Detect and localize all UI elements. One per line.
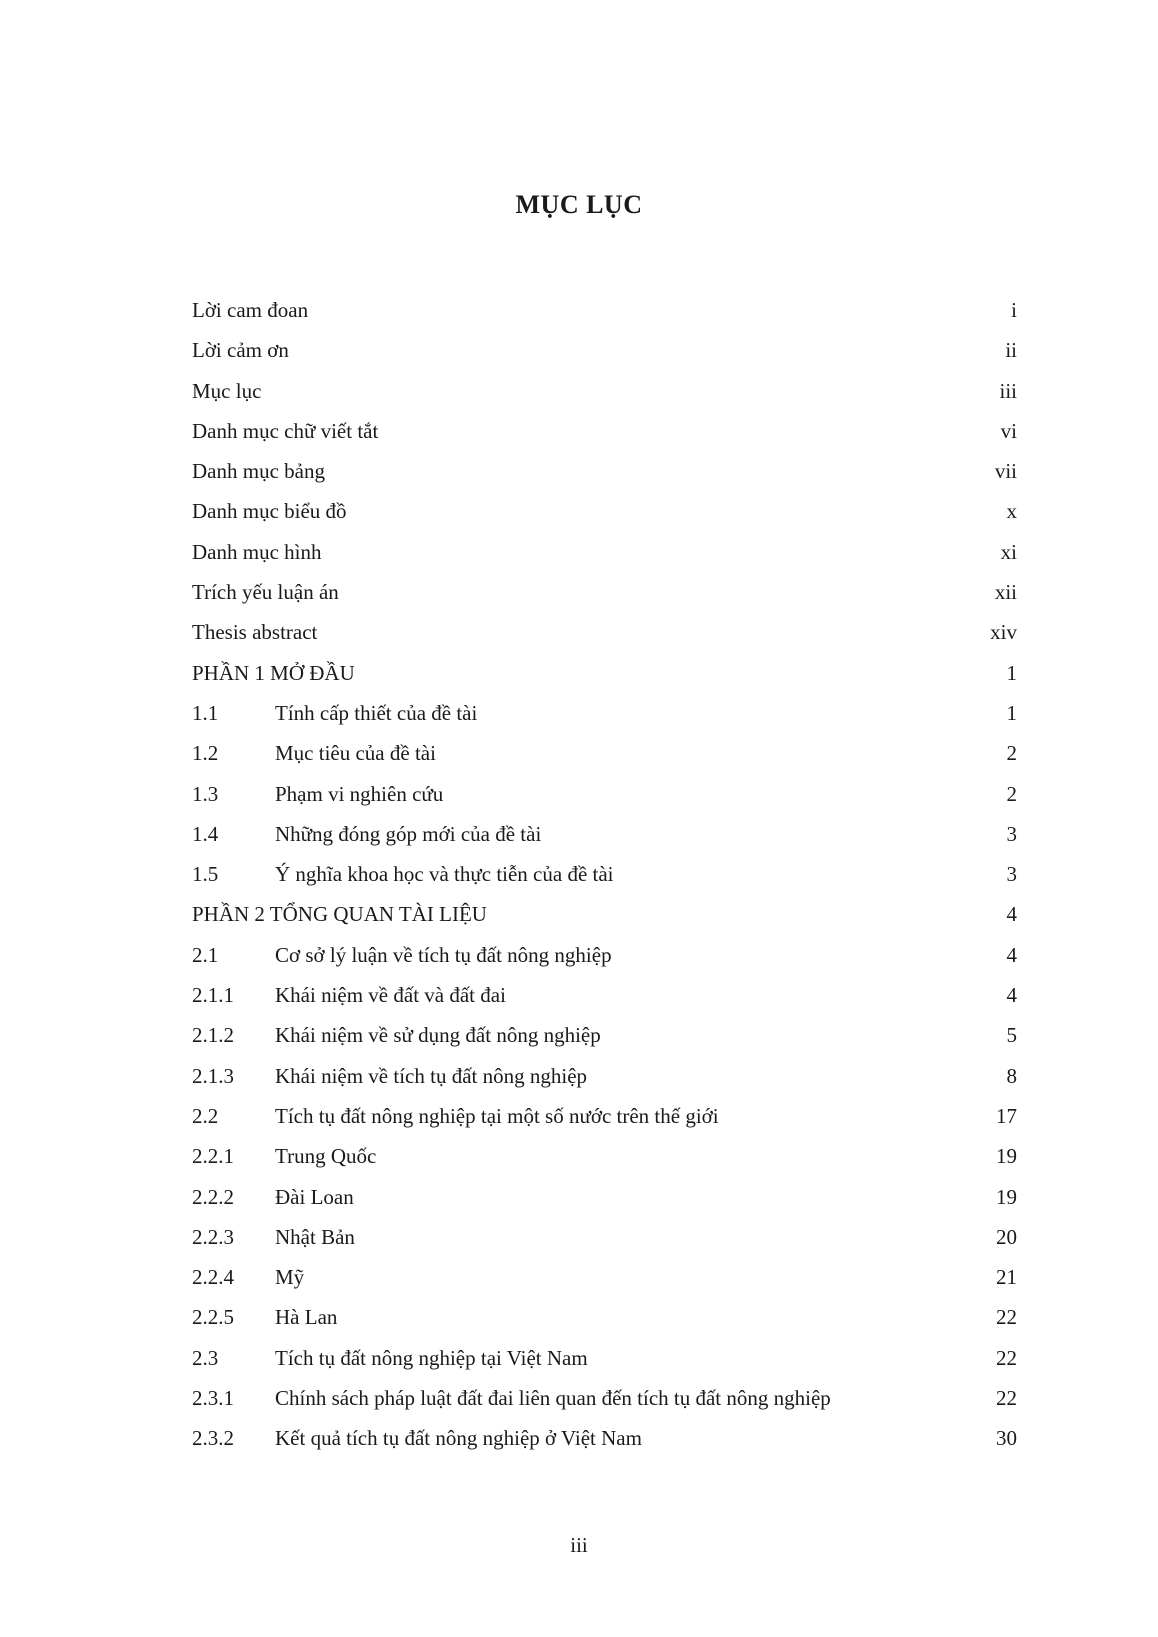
table-of-contents <box>192 290 1017 1459</box>
toc-entry[interactable] <box>192 935 1017 975</box>
page-title: MỤC LỤC <box>515 190 643 219</box>
toc-entry-label: Danh mục bảng <box>192 459 325 484</box>
toc-entry[interactable] <box>192 1378 1017 1418</box>
toc-entry[interactable] <box>192 1217 1017 1257</box>
toc-entry-label: Tính cấp thiết của đề tài <box>275 700 478 725</box>
toc-entry-page: x <box>1006 499 1017 524</box>
toc-entry-number: 2.1 <box>192 942 219 967</box>
toc-entry-label: Khái niệm về sử dụng đất nông nghiệp <box>275 1023 601 1048</box>
toc-entry-page: 19 <box>996 1184 1017 1209</box>
toc-entry-page: 2 <box>1006 741 1017 766</box>
toc-entry[interactable] <box>192 854 1017 894</box>
toc-entry[interactable] <box>192 814 1017 854</box>
toc-entry-number: 1.2 <box>192 741 219 766</box>
page-number: iii <box>570 1533 588 1557</box>
toc-entry-page: 22 <box>996 1345 1017 1370</box>
toc-entry[interactable] <box>192 975 1017 1015</box>
toc-entry-label: Mỹ <box>275 1265 305 1290</box>
toc-entry-page: xiv <box>990 620 1017 645</box>
toc-entry[interactable] <box>192 1257 1017 1297</box>
toc-entry-page: xi <box>1000 539 1017 564</box>
toc-entry-page: 3 <box>1006 862 1017 887</box>
toc-entry[interactable] <box>192 1338 1017 1378</box>
toc-entry-page: vi <box>1000 418 1017 443</box>
toc-entry[interactable] <box>192 1096 1017 1136</box>
toc-entry[interactable] <box>192 894 1017 934</box>
toc-entry[interactable] <box>192 693 1017 733</box>
toc-entry[interactable] <box>192 330 1017 370</box>
toc-entry-label: Ý nghĩa khoa học và thực tiễn của đề tài <box>275 862 614 887</box>
toc-entry-label: Đài Loan <box>275 1184 354 1209</box>
toc-entry-number: 1.4 <box>192 821 219 846</box>
toc-entry-page: 30 <box>996 1426 1017 1451</box>
toc-entry-page: 22 <box>996 1386 1017 1411</box>
toc-entry[interactable] <box>192 774 1017 814</box>
toc-entry-label: Khái niệm về đất và đất đai <box>275 983 506 1008</box>
toc-entry-page: 21 <box>996 1265 1017 1290</box>
toc-entry-page: i <box>1011 298 1017 322</box>
toc-entry-number: 2.2.5 <box>192 1305 234 1330</box>
toc-entry-page: 19 <box>996 1144 1017 1169</box>
toc-entry-number: 2.2.1 <box>192 1144 234 1169</box>
toc-entry-label: Trích yếu luận án <box>192 580 339 605</box>
toc-entry[interactable] <box>192 1056 1017 1096</box>
toc-entry-page: 17 <box>996 1103 1017 1128</box>
toc-entry-label: Thesis abstract <box>192 620 318 645</box>
toc-entry-page: 5 <box>1006 1023 1017 1048</box>
toc-entry-label: Kết quả tích tụ đất nông nghiệp ở Việt Nam <box>275 1426 642 1451</box>
toc-entry-label: Mục tiêu của đề tài <box>275 741 436 766</box>
toc-entry-page: 4 <box>1006 902 1017 927</box>
toc-entry-page: 3 <box>1006 821 1017 846</box>
toc-entry-page: iii <box>999 378 1017 403</box>
toc-entry-number: 2.2.4 <box>192 1265 234 1290</box>
toc-entry-number: 1.5 <box>192 862 219 887</box>
toc-entry[interactable] <box>192 572 1017 612</box>
toc-entry-page: 1 <box>1006 660 1017 685</box>
toc-entry-page: 8 <box>1006 1063 1017 1088</box>
toc-entry[interactable] <box>192 532 1017 572</box>
toc-entry[interactable] <box>192 411 1017 451</box>
toc-entry-label: Phạm vi nghiên cứu <box>275 781 444 806</box>
toc-entry[interactable] <box>192 1418 1017 1458</box>
toc-entry-label: PHẦN 1 MỞ ĐẦU <box>192 660 355 685</box>
toc-entry-label: Cơ sở lý luận về tích tụ đất nông nghiệp <box>275 942 612 967</box>
toc-entry[interactable] <box>192 1177 1017 1217</box>
toc-entry-page: ii <box>1005 338 1017 363</box>
toc-entry-label: Chính sách pháp luật đất đai liên quan đến tích tụ đất nông nghiệp <box>275 1386 831 1411</box>
toc-entry-label: Lời cảm ơn <box>192 338 289 363</box>
toc-entry-number: 2.1.3 <box>192 1063 234 1088</box>
toc-entry-number: 1.3 <box>192 781 219 806</box>
toc-entry-page: 2 <box>1006 781 1017 806</box>
toc-entry[interactable] <box>192 733 1017 773</box>
toc-entry-label: Hà Lan <box>275 1305 338 1330</box>
toc-entry-label: Danh mục biểu đồ <box>192 499 347 524</box>
toc-entry-number: 2.3.2 <box>192 1426 234 1451</box>
toc-entry-label: Tích tụ đất nông nghiệp tại một số nước trên thế giới <box>275 1103 719 1128</box>
toc-entry-number: 2.2 <box>192 1103 219 1128</box>
toc-entry-page: 4 <box>1006 983 1017 1008</box>
toc-entry[interactable] <box>192 290 1017 330</box>
toc-entry-number: 2.2.3 <box>192 1224 234 1249</box>
toc-entry-page: 20 <box>996 1224 1017 1249</box>
toc-entry-label: Danh mục chữ viết tắt <box>192 418 379 443</box>
toc-entry-number: 1.1 <box>192 700 219 725</box>
toc-entry[interactable] <box>192 371 1017 411</box>
toc-entry-number: 2.1.1 <box>192 983 234 1008</box>
toc-entry-label: Tích tụ đất nông nghiệp tại Việt Nam <box>275 1345 588 1370</box>
toc-entry-label: Những đóng góp mới của đề tài <box>275 821 542 846</box>
toc-entry[interactable] <box>192 612 1017 652</box>
toc-entry-label: PHẦN 2 TỔNG QUAN TÀI LIỆU <box>192 902 487 927</box>
toc-entry-number: 2.3 <box>192 1345 219 1370</box>
toc-entry-label: Trung Quốc <box>275 1144 377 1169</box>
toc-entry-number: 2.1.2 <box>192 1023 234 1048</box>
toc-entry-page: vii <box>994 459 1017 484</box>
toc-entry-page: 22 <box>996 1305 1017 1330</box>
toc-entry-page: 4 <box>1006 942 1017 967</box>
toc-entry-page: 1 <box>1006 700 1017 725</box>
toc-entry[interactable] <box>192 451 1017 491</box>
toc-entry[interactable] <box>192 653 1017 693</box>
toc-entry-label: Lời cam đoan <box>192 298 309 322</box>
toc-entry-page: xii <box>994 580 1017 605</box>
toc-entry-label: Nhật Bản <box>275 1224 355 1249</box>
toc-entry-number: 2.2.2 <box>192 1184 234 1209</box>
toc-entry[interactable] <box>192 1297 1017 1337</box>
toc-entry-number: 2.3.1 <box>192 1386 234 1411</box>
toc-entry-label: Mục lục <box>192 378 262 403</box>
toc-entry[interactable] <box>192 1136 1017 1176</box>
toc-entry[interactable] <box>192 1015 1017 1055</box>
toc-entry-label: Khái niệm về tích tụ đất nông nghiệp <box>275 1063 588 1088</box>
toc-entry-label: Danh mục hình <box>192 539 322 564</box>
toc-entry[interactable] <box>192 491 1017 531</box>
